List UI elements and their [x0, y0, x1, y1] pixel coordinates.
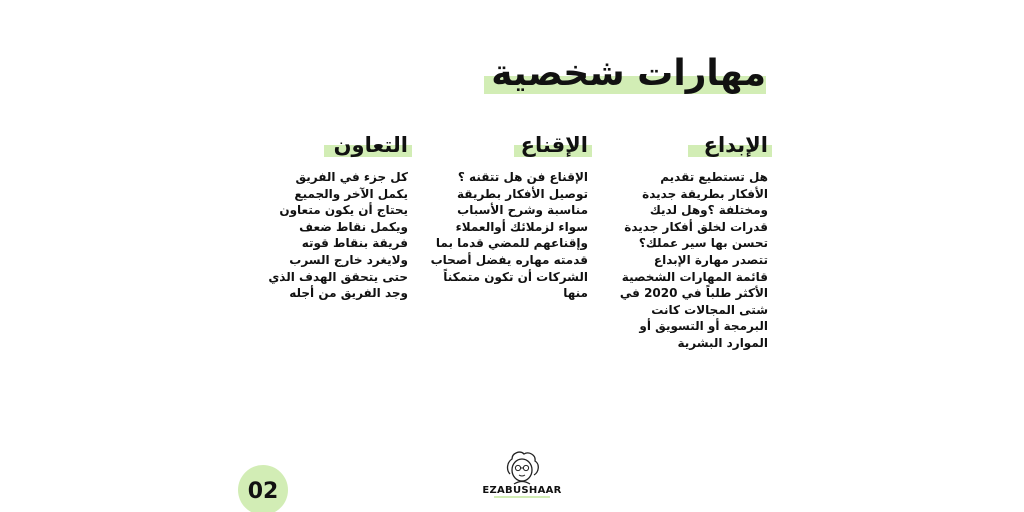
- skill-description: الإقناع فن هل تتقنه ؟ توصيل الأفكار بطريقة مناسبة وشرح الأسباب سواء لزملائك أوالعملاء وإقناعهم للمضي قدما بما قدمته مهاره يفضل أصحاب الشركات أن تكون متمكناً منها: [430, 170, 588, 301]
- avatar-logo-icon: [500, 448, 544, 488]
- skill-description: كل جزء في الفريق يكمل الآخر والجميع يحتاج أن يكون متعاون ويكمل نقاط ضعف فريقة بنقاط قوته ولايغرد خارج السرب حتى يتحقق الهدف الذي وجد الفريق من أجله: [268, 170, 408, 301]
- skill-heading: التعاون: [333, 133, 408, 157]
- page-number: 02: [247, 479, 279, 504]
- skill-column-persuasion: [428, 133, 588, 302]
- page-title-block: [484, 52, 766, 96]
- skill-column-cooperation: [266, 133, 408, 302]
- brand-name: EZABUSHAAR: [482, 485, 562, 496]
- skill-description: هل تستطيع تقديم الأفكار بطريقة جديدة ومختلفة ؟وهل لديك قدرات لخلق أفكار جديدة تحسن بها سير عملك؟ تتصدر مهارة الإبداع قائمة المهارات الشخصية الأكثر طلباً في 2020 في شتى المجالات كانت البرمجة أو التسويق أو الموارد البشرية: [619, 170, 768, 350]
- skill-heading: الإقناع: [520, 133, 588, 157]
- skill-column-creativity: [618, 133, 768, 352]
- skill-heading: الإبداع: [703, 133, 768, 157]
- page-title: مهارات شخصية: [491, 53, 766, 94]
